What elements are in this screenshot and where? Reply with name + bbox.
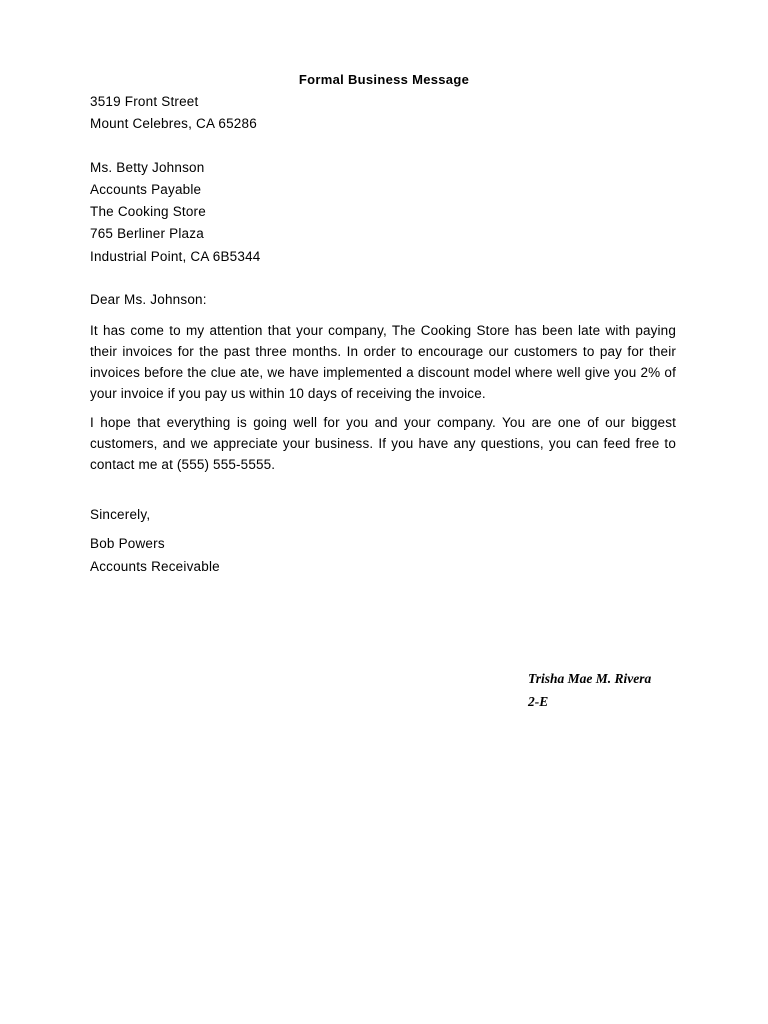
recipient-name: Ms. Betty Johnson [90,160,205,175]
author-name: Trisha Mae M. Rivera [528,671,652,686]
sender-street: 3519 Front Street [90,94,199,109]
recipient-company: The Cooking Store [90,204,206,219]
body-paragraph-2: I hope that everything is going well for you and your company. You are one of our biggest customers, and we appreciate your business. If you have any questions, you can feed free to contact me at (555) 555-5555. [90,415,676,472]
recipient-city-line: Industrial Point, CA 6B5344 [90,249,261,264]
salutation: Dear Ms. Johnson: [90,292,207,307]
document-title: Formal Business Message [298,72,470,87]
signer-title: Accounts Receivable [90,559,220,574]
body-paragraph-1: It has come to my attention that your company, The Cooking Store has been late with paying their invoices for the past three months. In order to encourage our customers to pay for their invoices before the clue ate, we have implemented a discount model where well give you 2% of your invoice if you pay us within 10 days of receiving the invoice. [90,323,676,401]
recipient-department: Accounts Payable [90,182,202,197]
closing: Sincerely, [90,507,151,522]
signer-name: Bob Powers [90,536,165,551]
sender-city-line: Mount Celebres, CA 65286 [90,116,257,131]
recipient-street: 765 Berliner Plaza [90,226,204,241]
author-section: 2-E [528,694,549,709]
